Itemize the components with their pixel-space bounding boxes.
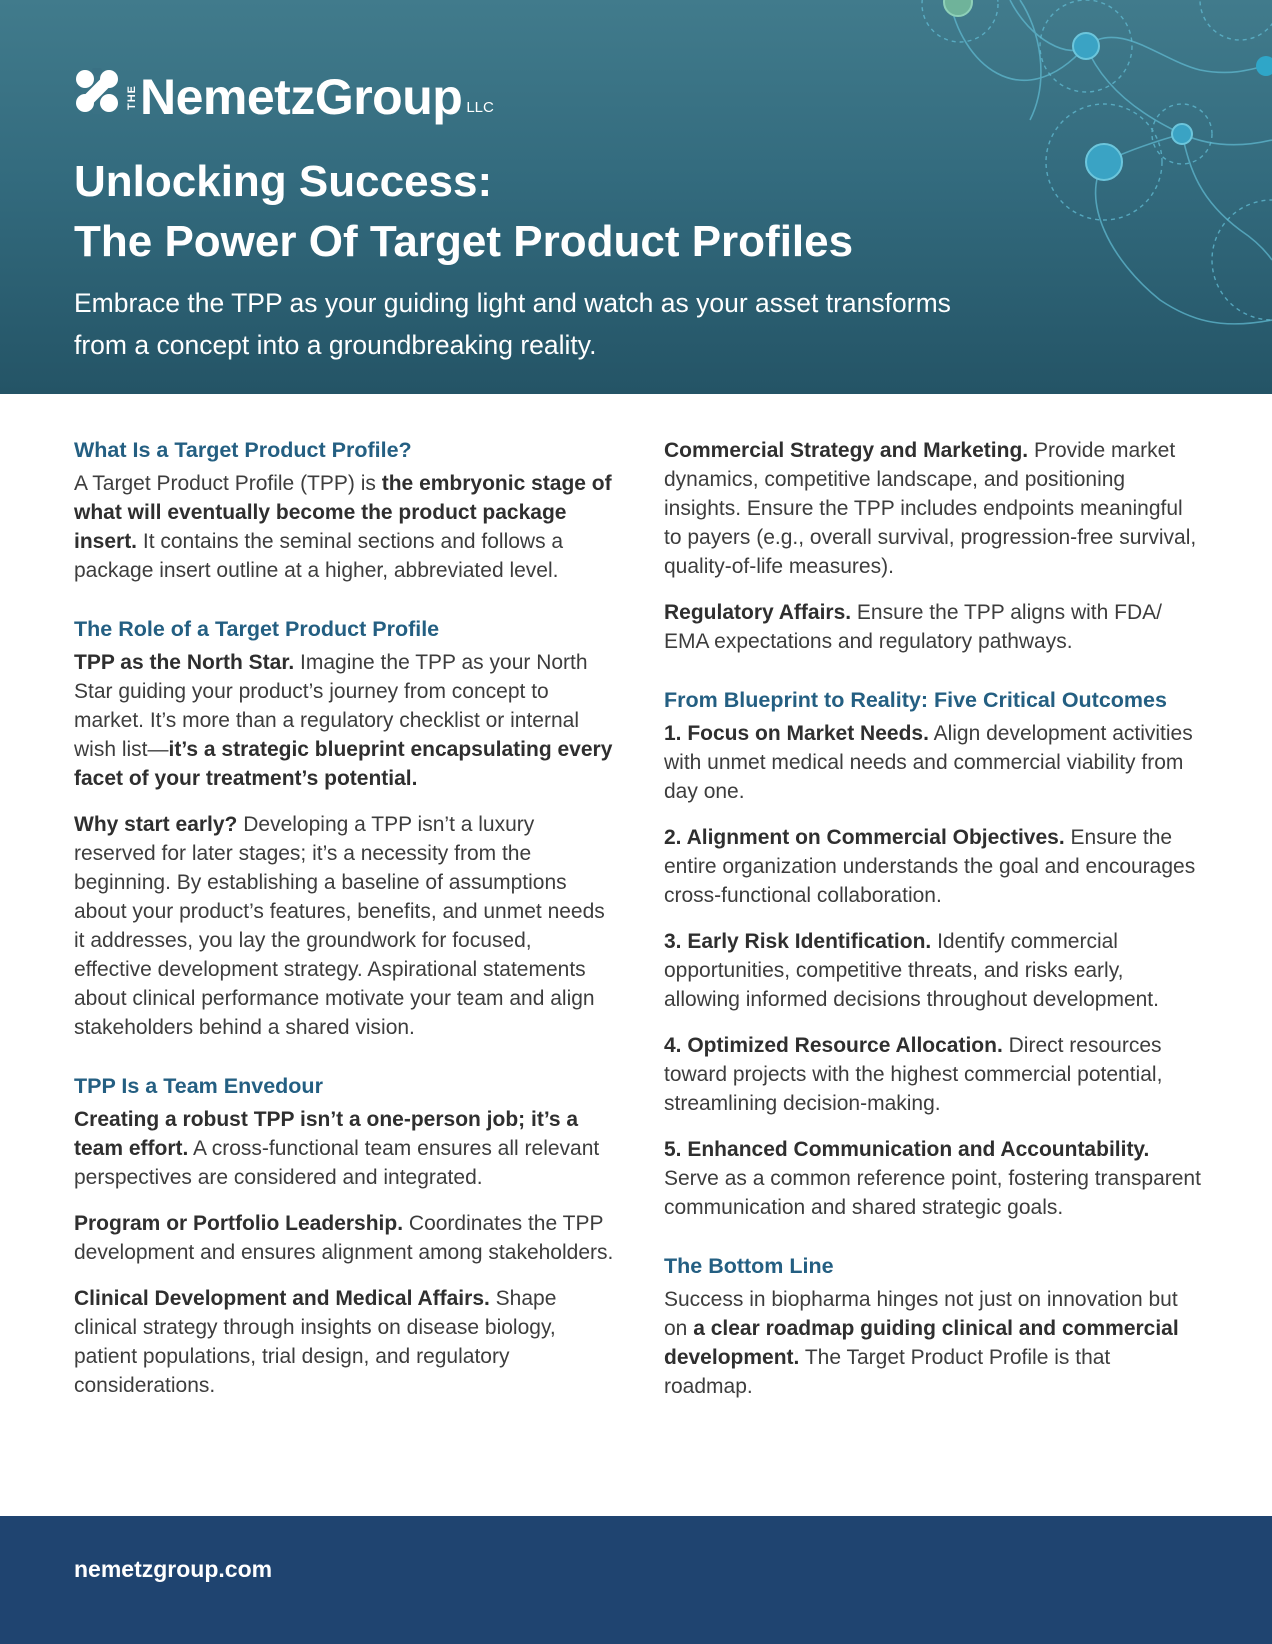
bold-run: 2. Alignment on Commercial Objectives. — [664, 826, 1065, 849]
section-heading-team-envedour: TPP Is a Team Envedour — [74, 1074, 323, 1098]
paragraph-regulatory-affairs — [664, 598, 1204, 656]
paragraph-clinical-development — [74, 1284, 614, 1400]
section-heading-role-of-tpp: The Role of a Target Product Profile — [74, 617, 440, 641]
header-banner — [0, 0, 1272, 394]
text-run: Ensure the entire organization understands the goal and encourages cross-functional collaboration. — [664, 826, 1196, 907]
section-heading-what-is-tpp: What Is a Target Product Profile? — [74, 438, 412, 462]
text-run: Shape clinical strategy through insights on disease biology, patient populations, trial design, and regulatory considerations. — [74, 1287, 557, 1397]
paragraph-why-start-early — [74, 810, 614, 1042]
bold-run: the embryonic stage of what will eventually become the product package insert. — [74, 472, 612, 553]
outcome-item-1 — [664, 719, 1204, 806]
right-column — [664, 436, 1204, 1401]
bold-run: 4. Optimized Resource Allocation. — [664, 1034, 1003, 1057]
text-run: Align development activities with unmet medical needs and commercial viability from day one. — [664, 722, 1193, 803]
bold-run: 5. Enhanced Communication and Accountability. — [664, 1138, 1150, 1161]
bold-run: TPP as the North Star. — [74, 651, 295, 674]
bold-run: Creating a robust TPP isn’t a one-person job; it’s a team effort. — [74, 1108, 579, 1160]
text-run: A Target Product Profile (TPP) is — [74, 472, 382, 495]
bold-run: it’s a strategic blueprint encapsulating every facet of your treatment’s potential. — [74, 738, 613, 790]
text-run: Identify commercial opportunities, competitive threats, and risks early, allowing informed decisions throughout development. — [664, 930, 1159, 1011]
subtitle-line-2: from a concept into a groundbreaking reality. — [74, 330, 597, 360]
paragraph-commercial-strategy — [664, 436, 1204, 581]
paragraph-portfolio-leadership — [74, 1209, 614, 1267]
text-run: Imagine the TPP as your North Star guiding your product’s journey from concept to market. It’s more than a regulatory checklist or internal wish list— — [74, 651, 588, 761]
brand-logo — [74, 62, 494, 125]
bold-run: a clear roadmap guiding clinical and commercial development. — [664, 1317, 1179, 1369]
text-run: The Target Product Profile is that roadmap. — [664, 1346, 1111, 1398]
title-line-2: The Power Of Target Product Profiles — [74, 217, 854, 266]
logo-mark-icon — [74, 68, 120, 114]
text-run: Direct resources toward projects with the highest commercial potential, streamlining decision-making. — [664, 1034, 1163, 1115]
left-column — [74, 436, 614, 1400]
logo-llc: LLC — [466, 99, 494, 116]
text-run: Ensure the TPP aligns with FDA/ EMA expectations and regulatory pathways. — [664, 601, 1162, 653]
subtitle-line-1: Embrace the TPP as your guiding light and watch as your asset transforms — [74, 288, 951, 318]
paragraph-tpp-definition — [74, 469, 614, 585]
text-run: Provide market dynamics, competitive landscape, and positioning insights. Ensure the TPP includes endpoints meaningful to payers (e.g., overall survival, progression-free survival, quality-of-life measures). — [664, 439, 1197, 578]
logo-the: THE — [126, 85, 138, 110]
text-run: Developing a TPP isn’t a luxury reserved for later stages; it’s a necessity from the beginning. By establishing a baseline of assumptions about your product’s features, benefits, and unmet needs it addresses, you lay the groundwork for focused, effective development strategy. Aspirational statements about clinical performance motivate your team and align stakeholders behind a shared vision. — [74, 813, 605, 1039]
website-link[interactable]: nemetzgroup.com — [74, 1556, 273, 1582]
page-title — [74, 152, 1074, 272]
bold-run: Commercial Strategy and Marketing. — [664, 439, 1029, 462]
section-heading-five-outcomes: From Blueprint to Reality: Five Critical Outcomes — [664, 688, 1167, 712]
bold-run: Clinical Development and Medical Affairs. — [74, 1287, 490, 1310]
paragraph-team-effort — [74, 1105, 614, 1192]
text-run: Coordinates the TPP development and ensures alignment among stakeholders. — [74, 1212, 614, 1264]
title-line-1: Unlocking Success: — [74, 157, 493, 206]
outcome-item-5 — [664, 1135, 1204, 1222]
footer-bar — [0, 1516, 1272, 1644]
bold-run: Why start early? — [74, 813, 238, 836]
section-heading-bottom-line: The Bottom Line — [664, 1254, 834, 1278]
bold-run: 3. Early Risk Identification. — [664, 930, 932, 953]
text-run: A cross-functional team ensures all relevant perspectives are considered and integrated. — [74, 1137, 600, 1189]
page-subtitle — [74, 282, 1094, 366]
paragraph-north-star — [74, 648, 614, 793]
bold-run: Regulatory Affairs. — [664, 601, 852, 624]
outcome-item-2 — [664, 823, 1204, 910]
text-run: Serve as a common reference point, fostering transparent communication and shared strategic goals. — [664, 1167, 1201, 1219]
text-run: Success in biopharma hinges not just on innovation but on — [664, 1288, 1178, 1340]
logo-wordmark: NemetzGroup — [140, 69, 463, 125]
bold-run: 1. Focus on Market Needs. — [664, 722, 929, 745]
outcome-item-3 — [664, 927, 1204, 1014]
paragraph-bottom-line — [664, 1285, 1204, 1401]
outcome-item-4 — [664, 1031, 1204, 1118]
text-run: It contains the seminal sections and follows a package insert outline at a higher, abbreviated level. — [74, 530, 564, 582]
bold-run: Program or Portfolio Leadership. — [74, 1212, 404, 1235]
